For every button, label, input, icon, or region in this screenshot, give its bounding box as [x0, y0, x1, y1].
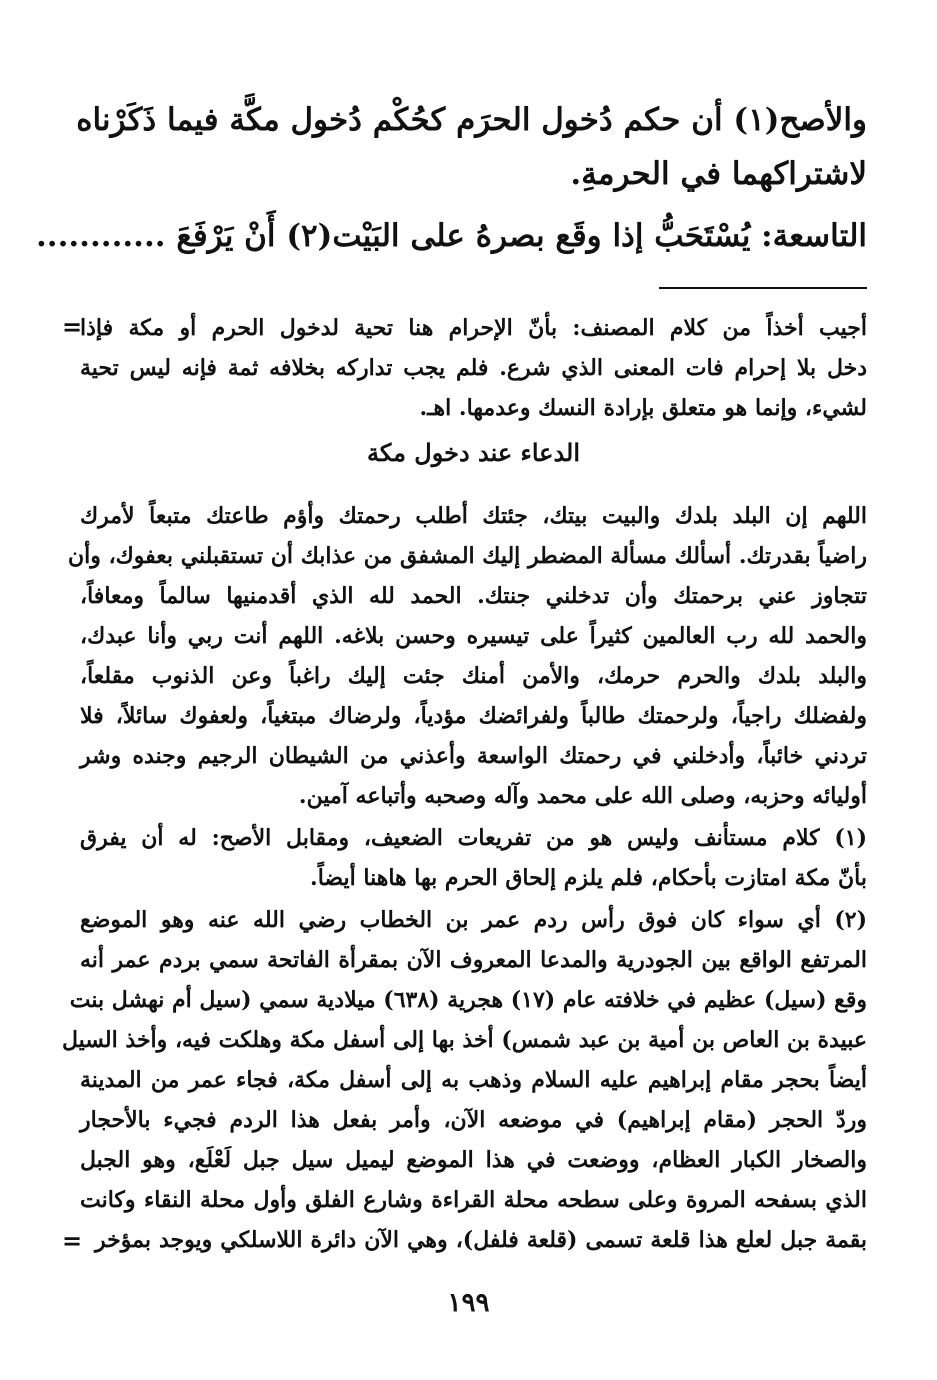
footnote-2-line: أيضاً بحجر مقام إبراهيم عليه السلام وذهب به إلى أسفل مكة، فجاء عمر من المدينة	[80, 1067, 867, 1093]
continuation-mark-end: =	[62, 1226, 83, 1255]
footnote-2-line: الذي بسفحه المروة وعلى سطحه محلة القراءة وشارع الفلق وأول محلة النقاء وكانت	[80, 1187, 867, 1213]
footnote-continued-line: دخل بلا إحرام فات المعنى الذي شرع. فلم يجب تداركه بخلافه ثمة فإنه ليس تحية	[80, 355, 867, 381]
footnote-2-line: (٢) أي سواء كان فوق رأس ردم عمر بن الخطاب رضي الله عنه وهو الموضع	[80, 907, 867, 933]
footnote-2-line: وردّ الحجر (مقام إبراهيم) في موضعه الآن، وأمر بفعل هذا الردم فجيء بالأحجار	[80, 1107, 867, 1133]
footnote-2-line: والصخار الكبار العظام، ووضعت في هذا الموضع ليميل سيل جبل لَعْلَع، وهو الجبل	[80, 1147, 867, 1173]
footnote-2-line: المرتفع الواقع بين الجودرية والمدعا المعروف الآن بمقرأة الفاتحة سمي بردم عمر أنه	[80, 947, 867, 973]
footnote-2-line: بقمة جبل لعلع هذا قلعة تسمى (قلعة فلفل)، وهي الآن دائرة اللاسلكي ويوجد بمؤخر	[95, 1227, 867, 1253]
footnote-continued-line: لشيء، وإنما هو متعلق بإرادة النسك وعدمها. اهـ.	[419, 395, 867, 421]
main-text-line: والأصح(١) أن حكم دُخول الحرَم كحُكْم دُخول مكَّة فيما ذَكَرْناه	[76, 102, 867, 138]
footnote-1-line: بأنّ مكة امتازت بأحكام، فلم يلزم إلحاق الحرم بها هاهنا أيضاً.	[310, 865, 867, 891]
footnote-2-line: وقع (سيل) عظيم في خلافته عام (١٧) هجرية (٦٣٨) ميلادية سمي (سيل أم نهشل بنت	[69, 987, 867, 1013]
dua-line: اللهم إن البلد بلدك والبيت بيتك، جئتك أطلب رحمتك وأؤم طاعتك متبعاً لأمرك	[80, 503, 867, 529]
dua-line: أوليائه وحزبه، وصلى الله على محمد وآله وصحبه وأتباعه آمين.	[298, 783, 867, 809]
footnote-2-line: عبيدة بن العاص بن أمية بن عبد شمس) أخذ بها إلى أسفل مكة وهلكت فيه، وأخذ السيل	[62, 1027, 867, 1053]
footnote-divider	[659, 287, 867, 289]
dua-line: ولفضلك راجياً، ولرحمتك طالباً ولفرائضك مؤدياً، ولرضاك مبتغياً، ولعفوك سائلاً، فلا	[80, 703, 867, 729]
main-text-line-tasia: التاسعة: يُسْتَحَبُّ إذا وقَع بصرهُ على البَيْت(٢) أَنْ يَرْفَعَ ............	[36, 218, 867, 254]
footnote-continued-line: أجيب أخذاً من كلام المصنف: بأنّ الإحرام هنا تحية لدخول الحرم أو مكة فإذا	[80, 315, 867, 341]
dua-heading: الدعاء عند دخول مكة	[366, 438, 581, 467]
dua-line: والحمد لله رب العالمين كثيراً على تيسيره وحسن بلاغه. اللهم أنت ربي وأنا عبدك،	[80, 623, 867, 649]
continuation-mark: =	[62, 312, 83, 341]
dua-line: تتجاوز عني برحمتك وأن تدخلني جنتك. الحمد لله الذي أقدمنيها سالماً ومعافاً،	[80, 583, 867, 609]
footnote-1-line: (١) كلام مستأنف وليس هو من تفريعات الضعيف، ومقابل الأصح: له أن يفرق	[80, 825, 867, 851]
dua-line: راضياً بقدرتك. أسألك مسألة المضطر إليك المشفق من عذابك أن تستقبلني بعفوك، وأن	[68, 543, 867, 569]
dua-line: والبلد بلدك والحرم حرمك، والأمن أمنك جئت إليك راغباً وعن الذنوب مقلعاً،	[80, 663, 867, 689]
page-number: ١٩٩	[447, 1288, 490, 1318]
dua-line: تردني خائباً، وأدخلني في رحمتك الواسعة وأعذني من الشيطان الرجيم وجنده وشر	[80, 743, 867, 769]
main-text-line: لاشتراكهما في الحرمةِ.	[570, 156, 867, 192]
